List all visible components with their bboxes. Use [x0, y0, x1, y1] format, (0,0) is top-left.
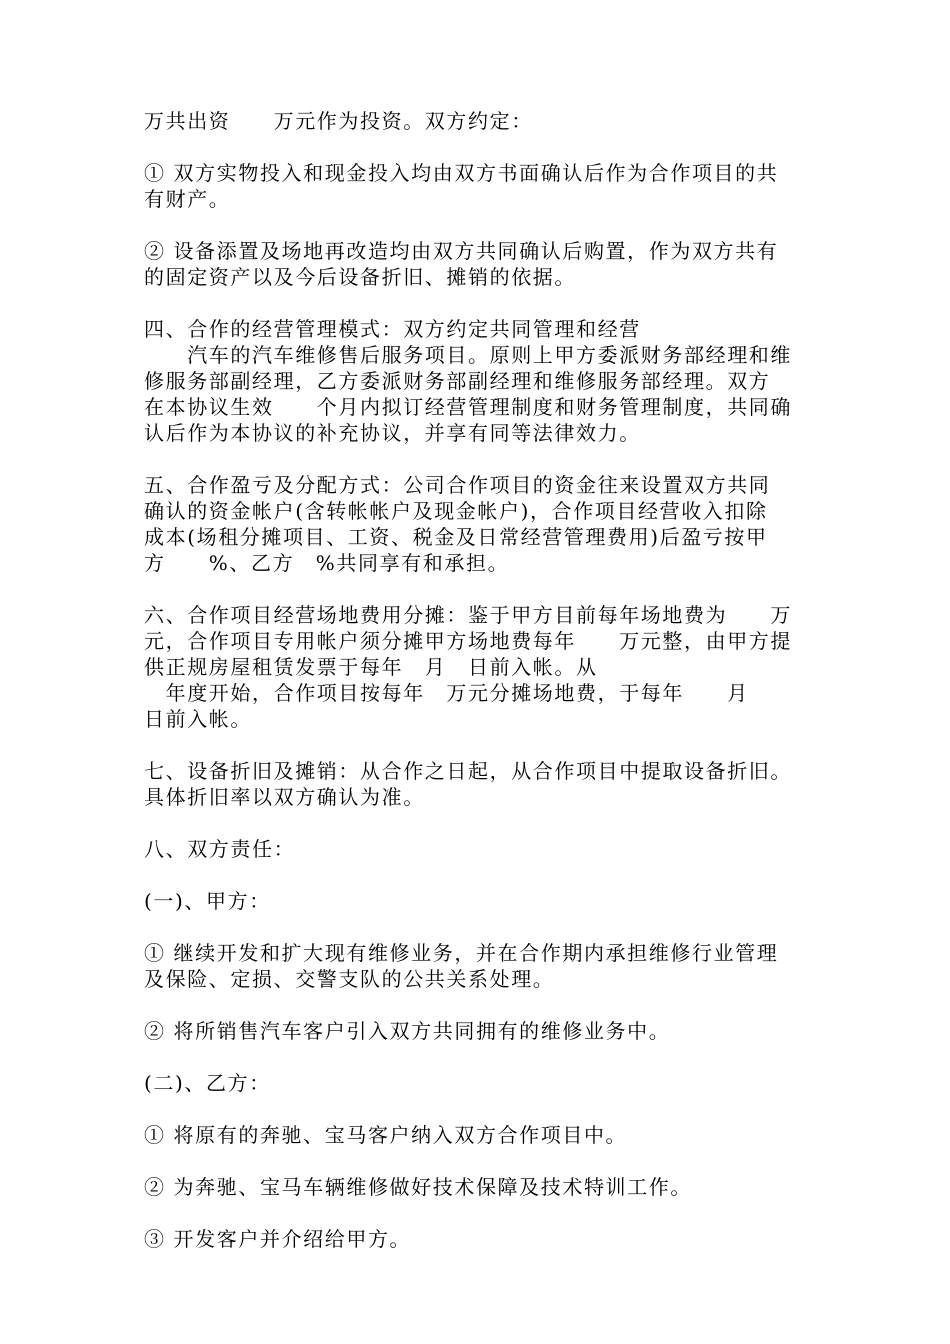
text-line: 确认的资金帐户(含转帐帐户及现金帐户)，合作项目经营收入扣除 — [144, 499, 768, 523]
text-line: ② 将所销售汽车客户引入双方共同拥有的维修业务中。 — [144, 1019, 671, 1043]
party-a-heading — [144, 888, 810, 914]
text-line: 五、合作盈亏及分配方式：公司合作项目的资金往来设置双方共同 — [144, 473, 771, 497]
text-line: 的固定资产以及今后设备折旧、摊销的依据。 — [144, 265, 576, 289]
text-line: 认后作为本协议的补充协议，并享有同等法律效力。 — [144, 421, 641, 445]
paragraph-investment — [144, 108, 810, 134]
text-line: ① 将原有的奔驰、宝马客户纳入双方合作项目中。 — [144, 1123, 628, 1147]
text-line: 元，合作项目专用帐户须分摊甲方场地费每年 万元整，由甲方提 — [144, 629, 792, 653]
section-five-profit-loss — [144, 472, 810, 576]
section-six-site-fees — [144, 602, 810, 732]
text-line: (一)、甲方： — [144, 889, 271, 913]
paragraph-item-2 — [144, 238, 810, 290]
text-line: 年度开始，合作项目按每年 万元分摊场地费，于每年 月 — [144, 681, 749, 705]
text-line: 供正规房屋租赁发票于每年 月 日前入帐。从 — [144, 655, 598, 679]
text-line: ③ 开发客户并介绍给甲方。 — [144, 1227, 412, 1251]
section-eight-heading — [144, 836, 810, 862]
text-line: 日前入帐。 — [144, 707, 252, 731]
text-line: 方 %、乙方 %共同享有和承担。 — [144, 551, 510, 575]
text-line: ② 为奔驰、宝马车辆维修做好技术保障及技术特训工作。 — [144, 1175, 692, 1199]
text-line: 及保险、定损、交警支队的公共关系处理。 — [144, 967, 555, 991]
party-a-item-2 — [144, 1018, 810, 1044]
text-line: 四、合作的经营管理模式：双方约定共同管理和经营 — [144, 317, 641, 341]
text-line: 七、设备折旧及摊销：从合作之日起，从合作项目中提取设备折旧。 — [144, 759, 792, 783]
text-line: (二)、乙方： — [144, 1071, 271, 1095]
party-a-item-1 — [144, 940, 810, 992]
text-line: 修服务部副经理，乙方委派财务部副经理和维修服务部经理。双方 — [144, 369, 771, 393]
text-line: 有财产。 — [144, 187, 231, 211]
text-line: 六、合作项目经营场地费用分摊：鉴于甲方目前每年场地费为 万 — [144, 603, 792, 627]
text-line: 在本协议生效 个月内拟订经营管理制度和财务管理制度，共同确 — [144, 395, 792, 419]
text-line: 成本(场租分摊项目、工资、税金及日常经营管理费用)后盈亏按甲 — [144, 525, 768, 549]
text-line: 万共出资 万元作为投资。双方约定： — [144, 109, 533, 133]
section-four-management — [144, 316, 810, 446]
text-line: 八、双方责任： — [144, 837, 296, 861]
section-seven-depreciation — [144, 758, 810, 810]
text-line: 具体折旧率以双方确认为准。 — [144, 785, 425, 809]
party-b-item-3 — [144, 1226, 810, 1252]
text-line: 汽车的汽车维修售后服务项目。原则上甲方委派财务部经理和维 — [144, 343, 792, 367]
text-line: ① 双方实物投入和现金投入均由双方书面确认后作为合作项目的共 — [144, 161, 779, 185]
text-line: ① 继续开发和扩大现有维修业务，并在合作期内承担维修行业管理 — [144, 941, 779, 965]
paragraph-item-1 — [144, 160, 810, 212]
party-b-item-2 — [144, 1174, 810, 1200]
party-b-item-1 — [144, 1122, 810, 1148]
party-b-heading — [144, 1070, 810, 1096]
text-line: ② 设备添置及场地再改造均由双方共同确认后购置，作为双方共有 — [144, 239, 779, 263]
